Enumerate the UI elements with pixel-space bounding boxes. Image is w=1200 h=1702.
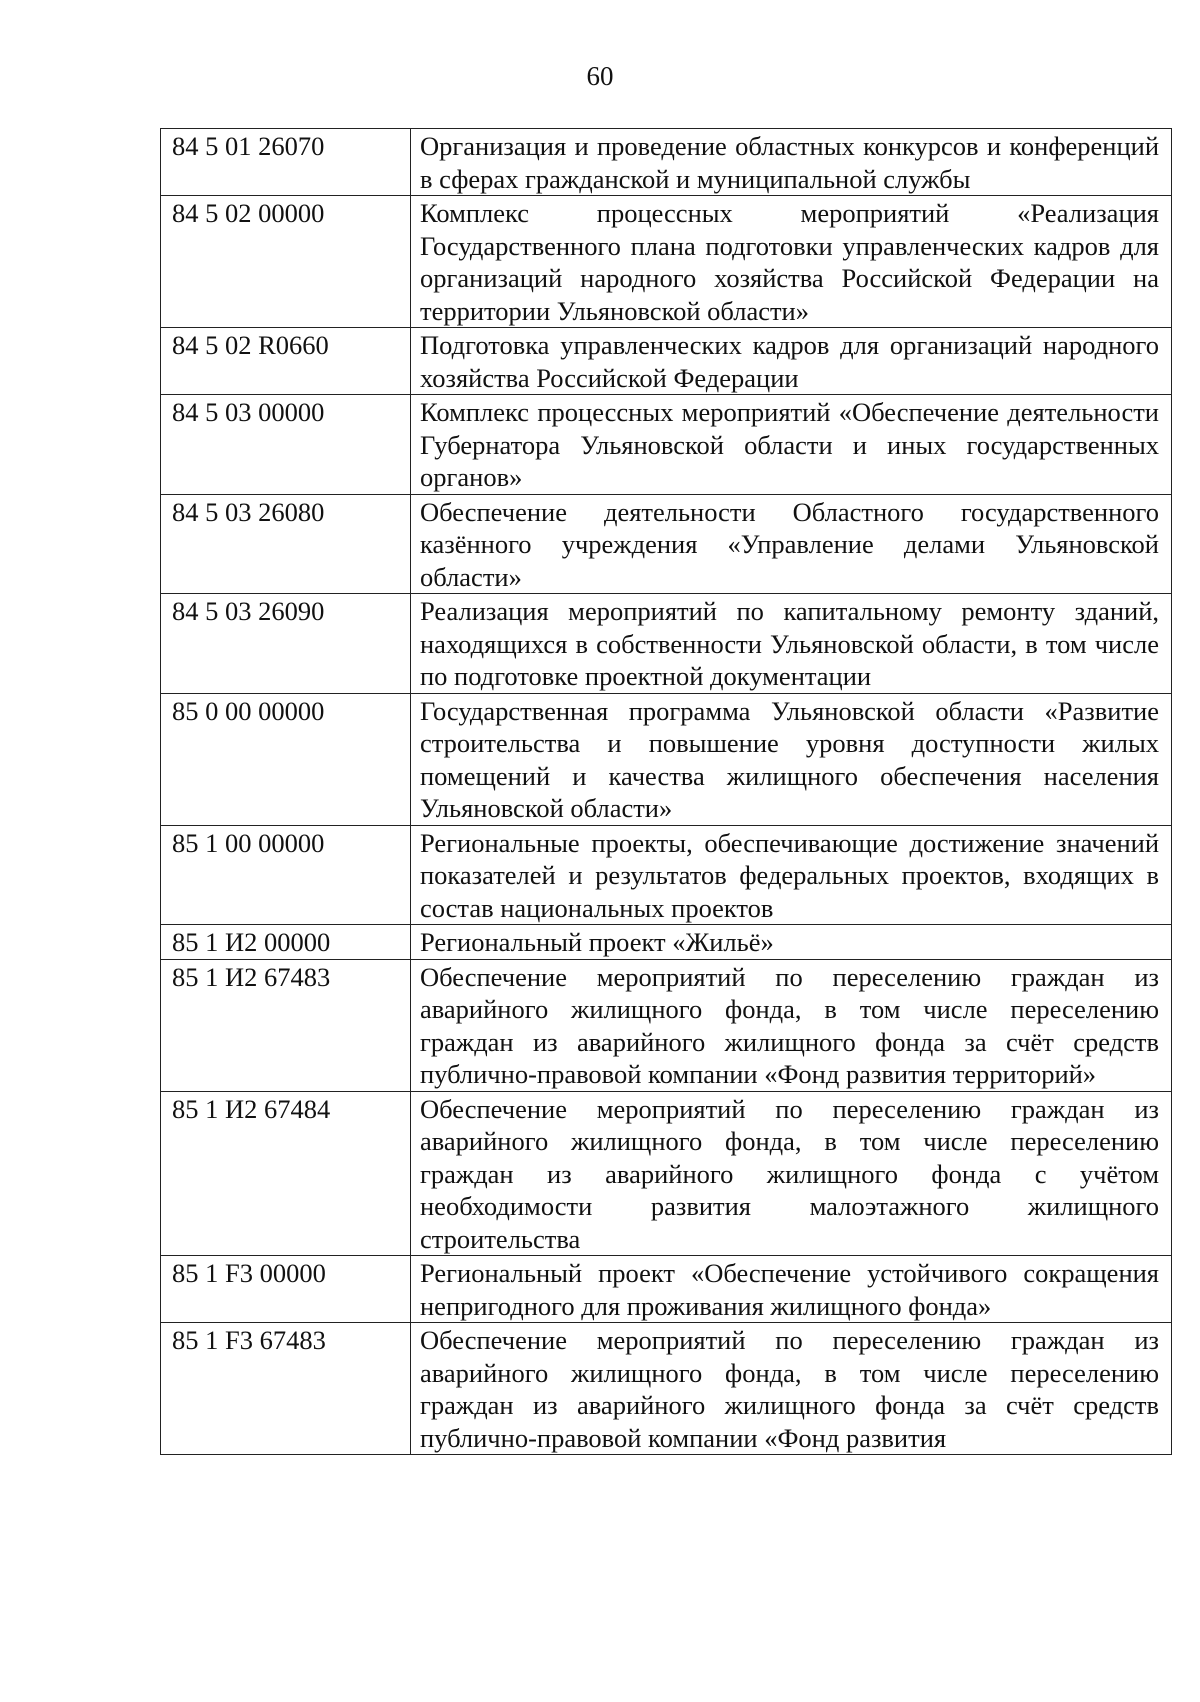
row-description: Обеспечение мероприятий по переселению граждан из аварийного жилищного фонда, в том числе переселению граждан из аварийного жилищного фонда с учётом необходимости развития малоэтажного жилищного строительства bbox=[411, 1091, 1172, 1256]
table-row bbox=[161, 959, 1172, 1091]
row-description: Обеспечение деятельности Областного государственного казённого учреждения «Управление делами Ульяновской области» bbox=[411, 494, 1172, 594]
row-code: 84 5 03 00000 bbox=[161, 395, 411, 495]
table-row bbox=[161, 395, 1172, 495]
row-code: 85 1 F3 00000 bbox=[161, 1256, 411, 1323]
table-row bbox=[161, 825, 1172, 925]
row-code: 84 5 01 26070 bbox=[161, 129, 411, 196]
row-code: 84 5 02 R0660 bbox=[161, 328, 411, 395]
row-description: Организация и проведение областных конкурсов и конференций в сферах гражданской и муниципальной службы bbox=[411, 129, 1172, 196]
table-row bbox=[161, 1256, 1172, 1323]
table-row bbox=[161, 693, 1172, 825]
row-code: 85 0 00 00000 bbox=[161, 693, 411, 825]
row-description: Государственная программа Ульяновской области «Развитие строительства и повышение уровня доступности жилых помещений и качества жилищного обеспечения населения Ульяновской области» bbox=[411, 693, 1172, 825]
row-description: Комплекс процессных мероприятий «Обеспечение деятельности Губернатора Ульяновской области и иных государственных органов» bbox=[411, 395, 1172, 495]
row-description: Региональные проекты, обеспечивающие достижение значений показателей и результатов федеральных проектов, входящих в состав национальных проектов bbox=[411, 825, 1172, 925]
table-row bbox=[161, 196, 1172, 328]
row-description: Комплекс процессных мероприятий «Реализация Государственного плана подготовки управленческих кадров для организаций народного хозяйства Российской Федерации на территории Ульяновской области» bbox=[411, 196, 1172, 328]
row-code: 84 5 03 26080 bbox=[161, 494, 411, 594]
row-code: 85 1 И2 00000 bbox=[161, 925, 411, 960]
row-code: 84 5 02 00000 bbox=[161, 196, 411, 328]
table-row bbox=[161, 1323, 1172, 1455]
row-description: Обеспечение мероприятий по переселению граждан из аварийного жилищного фонда, в том числе переселению граждан из аварийного жилищного фонда за счёт средств публично-правовой компании «Фонд развития bbox=[411, 1323, 1172, 1455]
table-row bbox=[161, 328, 1172, 395]
row-description: Региональный проект «Жильё» bbox=[411, 925, 1172, 960]
table-row bbox=[161, 925, 1172, 960]
row-code: 85 1 И2 67483 bbox=[161, 959, 411, 1091]
page-number: 60 bbox=[586, 61, 614, 91]
row-description: Обеспечение мероприятий по переселению граждан из аварийного жилищного фонда, в том числе переселению граждан из аварийного жилищного фонда за счёт средств публично-правовой компании «Фонд развития территорий» bbox=[411, 959, 1172, 1091]
table-row bbox=[161, 494, 1172, 594]
row-code: 84 5 03 26090 bbox=[161, 594, 411, 694]
row-code: 85 1 И2 67484 bbox=[161, 1091, 411, 1256]
row-code: 85 1 00 00000 bbox=[161, 825, 411, 925]
row-description: Реализация мероприятий по капитальному ремонту зданий, находящихся в собственности Ульяновской области, в том числе по подготовке проектной документации bbox=[411, 594, 1172, 694]
table-row bbox=[161, 1091, 1172, 1256]
row-code: 85 1 F3 67483 bbox=[161, 1323, 411, 1455]
table-row bbox=[161, 594, 1172, 694]
table-row bbox=[161, 129, 1172, 196]
row-description: Региональный проект «Обеспечение устойчивого сокращения непригодного для проживания жилищного фонда» bbox=[411, 1256, 1172, 1323]
budget-code-table bbox=[160, 128, 1172, 1455]
row-description: Подготовка управленческих кадров для организаций народного хозяйства Российской Федерации bbox=[411, 328, 1172, 395]
